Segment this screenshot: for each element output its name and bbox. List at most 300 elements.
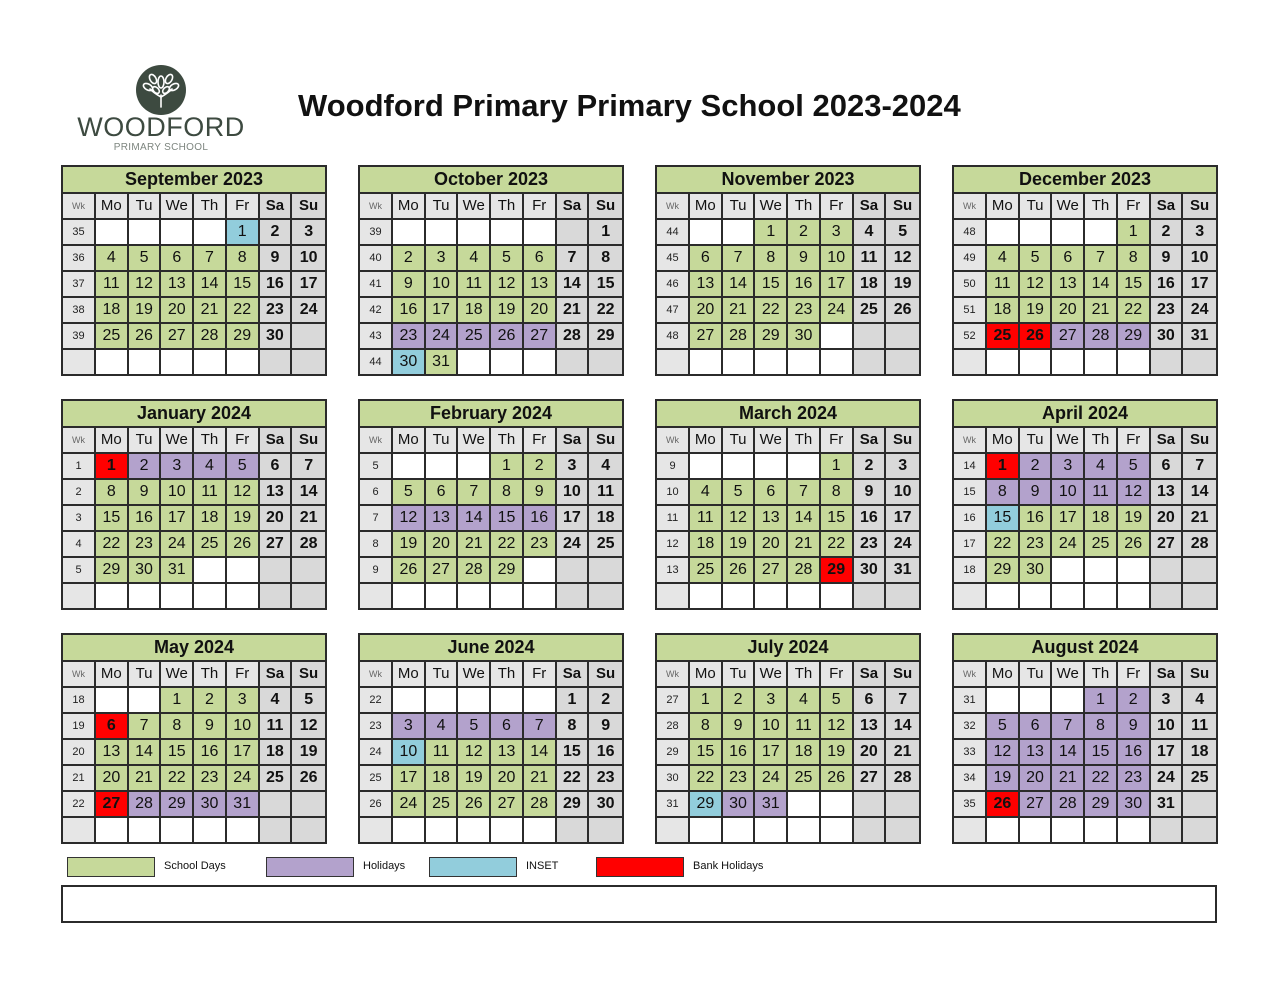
month-calendar [358,399,624,610]
empty-cell [1020,350,1053,374]
school-day-cell: 12 [723,506,756,532]
day-name-header: Su [1183,194,1216,220]
weekend-cell: 25 [260,766,293,792]
month-title: September 2023 [63,167,325,194]
holiday-cell: 30 [1118,792,1151,818]
school-day-cell: 22 [690,766,723,792]
weekend-cell: 24 [1183,298,1216,324]
week-number: 31 [657,792,690,818]
day-name-header: Mo [96,428,129,454]
empty-cell [524,350,557,374]
weekend-cell: 30 [260,324,293,350]
empty-cell [524,584,557,608]
school-day-cell: 24 [821,298,854,324]
school-day-cell: 21 [458,532,491,558]
empty-cell [1020,584,1053,608]
school-day-cell: 22 [491,532,524,558]
weekend-cell: 28 [557,324,590,350]
month-days-grid [657,194,919,374]
month-calendar [952,399,1218,610]
school-day-cell: 5 [821,688,854,714]
weekend-cell: 20 [854,740,887,766]
week-number: 3 [63,506,96,532]
day-name-header: Th [788,194,821,220]
day-name-header: Sa [854,428,887,454]
school-day-cell: 9 [788,246,821,272]
week-number: 15 [954,480,987,506]
week-number: 22 [360,688,393,714]
school-day-cell: 16 [194,740,227,766]
school-day-cell: 21 [524,766,557,792]
holiday-cell: 3 [1052,454,1085,480]
weekend-cell: 3 [1183,220,1216,246]
empty-cell [987,688,1020,714]
empty-cell [788,818,821,842]
school-day-cell: 9 [129,480,162,506]
school-day-cell: 27 [491,792,524,818]
weekend-cell: 10 [1183,246,1216,272]
week-number: 39 [63,324,96,350]
empty-cell [458,584,491,608]
day-name-header: Fr [524,428,557,454]
week-number: 26 [360,792,393,818]
weekend-cell: 16 [589,740,622,766]
weekend-cell [854,350,887,374]
empty-cell [426,220,459,246]
day-name-header: Th [1085,428,1118,454]
day-name-header: Su [886,662,919,688]
empty-cell [1085,818,1118,842]
month-days-grid [954,194,1216,374]
holiday-cell: 13 [1020,740,1053,766]
weekend-cell: 9 [260,246,293,272]
week-number: 33 [954,740,987,766]
bank-holiday-cell: 1 [96,454,129,480]
logo-wordmark: WOODFORD [77,112,245,142]
day-name-header: Tu [1020,428,1053,454]
school-day-cell: 19 [129,298,162,324]
weekend-cell: 31 [1183,324,1216,350]
weekend-cell: 23 [854,532,887,558]
legend-label: Holidays [363,860,406,872]
school-day-cell: 18 [1085,506,1118,532]
weekend-cell [589,558,622,584]
weekend-cell: 11 [854,246,887,272]
weekend-cell: 1 [589,220,622,246]
week-number: 35 [63,220,96,246]
day-name-header: Su [589,194,622,220]
week-number [657,584,690,608]
empty-cell [723,818,756,842]
weekend-cell: 11 [260,714,293,740]
school-day-cell: 31 [161,558,194,584]
school-day-cell: 11 [194,480,227,506]
holiday-cell: 15 [1085,740,1118,766]
school-day-cell: 19 [393,532,426,558]
weekend-cell: 27 [260,532,293,558]
school-day-cell: 24 [1052,532,1085,558]
weekend-cell: 30 [1151,324,1184,350]
month-days-grid [360,194,622,374]
school-day-cell: 5 [723,480,756,506]
month-days-grid [360,662,622,842]
school-day-cell: 5 [393,480,426,506]
day-name-header: Fr [821,428,854,454]
holiday-cell: 24 [426,324,459,350]
day-name-header: Th [194,662,227,688]
empty-cell [426,454,459,480]
school-day-cell: 25 [194,532,227,558]
day-name-header: Tu [723,194,756,220]
school-day-cell: 4 [987,246,1020,272]
school-day-cell: 12 [129,272,162,298]
week-number [954,584,987,608]
month-days-grid [657,662,919,842]
holiday-cell: 8 [1085,714,1118,740]
school-day-cell: 3 [227,688,260,714]
empty-cell [987,584,1020,608]
school-day-cell: 14 [788,506,821,532]
school-day-cell: 10 [755,714,788,740]
weekend-cell [1151,584,1184,608]
holiday-cell: 4 [194,454,227,480]
weekend-cell [886,584,919,608]
weekend-cell: 25 [854,298,887,324]
school-day-cell: 29 [96,558,129,584]
empty-cell [458,350,491,374]
day-name-header: We [755,194,788,220]
day-name-header: Mo [393,194,426,220]
empty-cell [690,454,723,480]
weekend-cell: 21 [1183,506,1216,532]
empty-cell [426,818,459,842]
empty-cell [458,818,491,842]
week-number: 49 [954,246,987,272]
week-number: 48 [657,324,690,350]
holiday-cell: 2 [1020,454,1053,480]
month-title: October 2023 [360,167,622,194]
empty-cell [491,220,524,246]
bank-holiday-cell: 25 [987,324,1020,350]
day-name-header: Su [589,662,622,688]
weekend-cell: 4 [589,454,622,480]
month-title: December 2023 [954,167,1216,194]
school-day-cell: 23 [524,532,557,558]
weekend-cell: 28 [886,766,919,792]
empty-cell [690,220,723,246]
school-day-cell: 21 [788,532,821,558]
week-number: 47 [657,298,690,324]
weekend-cell: 30 [854,558,887,584]
weekend-cell [260,584,293,608]
holiday-cell: 4 [426,714,459,740]
school-day-cell: 20 [524,298,557,324]
day-name-header: Tu [426,662,459,688]
week-number: 9 [657,454,690,480]
weekend-cell: 9 [1151,246,1184,272]
empty-cell [491,818,524,842]
empty-cell [194,558,227,584]
week-number: 2 [63,480,96,506]
school-day-cell: 16 [1020,506,1053,532]
day-name-header: Mo [987,662,1020,688]
school-day-cell: 6 [1052,246,1085,272]
week-number: 28 [657,714,690,740]
holiday-cell: 29 [1118,324,1151,350]
empty-cell [194,350,227,374]
school-day-cell: 3 [755,688,788,714]
weekend-cell [1151,350,1184,374]
empty-cell [96,584,129,608]
day-name-header: Fr [227,662,260,688]
school-day-cell: 13 [161,272,194,298]
week-number [360,584,393,608]
school-day-cell: 16 [129,506,162,532]
holiday-cell: 28 [129,792,162,818]
school-day-cell: 15 [1118,272,1151,298]
school-day-cell: 26 [1118,532,1151,558]
day-name-header: We [458,428,491,454]
week-number: 13 [657,558,690,584]
weekend-cell: 13 [1151,480,1184,506]
week-number: 22 [63,792,96,818]
legend-swatch [596,857,684,877]
school-day-cell: 7 [723,246,756,272]
legend-label: INSET [526,860,559,872]
school-day-cell: 1 [161,688,194,714]
day-name-header: Sa [557,194,590,220]
day-name-header: Mo [690,428,723,454]
weekend-cell: 9 [854,480,887,506]
week-number-header: Wk [360,662,393,688]
school-day-cell: 15 [755,272,788,298]
week-number-header: Wk [657,428,690,454]
weekend-cell [589,584,622,608]
school-day-cell: 11 [690,506,723,532]
empty-cell [194,818,227,842]
empty-cell [1085,350,1118,374]
school-day-cell: 2 [723,688,756,714]
month-calendar [655,399,921,610]
school-day-cell: 30 [1020,558,1053,584]
school-day-cell: 21 [194,298,227,324]
school-day-cell: 25 [426,792,459,818]
week-number: 32 [954,714,987,740]
empty-cell [524,220,557,246]
school-day-cell: 23 [129,532,162,558]
empty-cell [987,220,1020,246]
weekend-cell: 4 [1183,688,1216,714]
weekend-cell: 27 [854,766,887,792]
school-day-cell: 25 [788,766,821,792]
month-calendar [655,633,921,844]
holiday-cell: 12 [1118,480,1151,506]
school-day-cell: 2 [393,246,426,272]
day-name-header: Sa [854,194,887,220]
notes-box [61,885,1217,923]
school-day-cell: 9 [393,272,426,298]
holiday-cell: 10 [1052,480,1085,506]
empty-cell [755,818,788,842]
weekend-cell: 30 [589,792,622,818]
school-day-cell: 20 [690,298,723,324]
week-number: 27 [657,688,690,714]
day-name-header: Fr [227,428,260,454]
school-day-cell: 26 [129,324,162,350]
school-day-cell: 13 [524,272,557,298]
month-days-grid [360,428,622,608]
school-day-cell: 14 [723,272,756,298]
empty-cell [194,584,227,608]
weekend-cell [557,818,590,842]
week-number: 40 [360,246,393,272]
weekend-cell [260,818,293,842]
empty-cell [227,584,260,608]
holiday-cell: 26 [491,324,524,350]
school-day-cell: 21 [1085,298,1118,324]
day-name-header: We [458,194,491,220]
week-number: 5 [360,454,393,480]
school-day-cell: 1 [821,454,854,480]
month-title: July 2024 [657,635,919,662]
empty-cell [458,220,491,246]
day-name-header: Su [886,194,919,220]
holiday-cell: 12 [393,506,426,532]
empty-cell [96,688,129,714]
day-name-header: Sa [1151,194,1184,220]
school-day-cell: 25 [96,324,129,350]
weekend-cell: 19 [886,272,919,298]
inset-day-cell: 30 [393,350,426,374]
day-name-header: Mo [987,194,1020,220]
day-name-header: Sa [557,662,590,688]
school-day-cell: 22 [96,532,129,558]
day-name-header: We [1052,194,1085,220]
weekend-cell: 7 [1183,454,1216,480]
school-day-cell: 30 [788,324,821,350]
weekend-cell: 13 [854,714,887,740]
weekend-cell: 2 [1151,220,1184,246]
month-calendar [952,633,1218,844]
weekend-cell [557,220,590,246]
holiday-cell: 22 [1085,766,1118,792]
weekend-cell [886,324,919,350]
school-day-cell: 27 [426,558,459,584]
day-name-header: We [458,662,491,688]
school-day-cell: 20 [161,298,194,324]
week-number [63,350,96,374]
school-logo [74,64,248,156]
empty-cell [723,220,756,246]
school-day-cell: 12 [227,480,260,506]
empty-cell [1020,818,1053,842]
weekend-cell: 28 [1183,532,1216,558]
empty-cell [393,584,426,608]
school-day-cell: 19 [491,298,524,324]
day-name-header: Fr [821,194,854,220]
holiday-cell: 5 [227,454,260,480]
empty-cell [524,818,557,842]
holiday-cell: 16 [1118,740,1151,766]
day-name-header: We [755,662,788,688]
holiday-cell: 30 [194,792,227,818]
school-day-cell: 14 [129,740,162,766]
weekend-cell [260,792,293,818]
school-day-cell: 11 [96,272,129,298]
week-number: 11 [657,506,690,532]
week-number [954,350,987,374]
school-day-cell: 23 [1020,532,1053,558]
school-day-cell: 16 [393,298,426,324]
weekend-cell: 7 [886,688,919,714]
school-day-cell: 6 [690,246,723,272]
day-name-header: We [1052,662,1085,688]
weekend-cell: 31 [886,558,919,584]
day-name-header: Tu [1020,662,1053,688]
school-day-cell: 20 [755,532,788,558]
weekend-cell [260,350,293,374]
week-number: 39 [360,220,393,246]
holiday-cell: 6 [1020,714,1053,740]
week-number: 36 [63,246,96,272]
school-day-cell: 2 [194,688,227,714]
day-name-header: Mo [393,428,426,454]
empty-cell [1085,558,1118,584]
empty-cell [987,818,1020,842]
holiday-cell: 9 [1020,480,1053,506]
weekend-cell: 6 [1151,454,1184,480]
holiday-cell: 4 [1085,454,1118,480]
weekend-cell [854,792,887,818]
day-name-header: Mo [96,662,129,688]
day-name-header: Su [1183,662,1216,688]
school-day-cell: 21 [129,766,162,792]
week-number: 24 [360,740,393,766]
weekend-cell [1151,818,1184,842]
day-name-header: Tu [129,662,162,688]
day-name-header: Sa [1151,662,1184,688]
bank-holiday-cell: 26 [1020,324,1053,350]
empty-cell [1052,350,1085,374]
legend-label: School Days [164,860,226,872]
weekend-cell: 10 [292,246,325,272]
month-days-grid [954,662,1216,842]
holiday-cell: 7 [524,714,557,740]
school-day-cell: 18 [426,766,459,792]
week-number-header: Wk [657,662,690,688]
empty-cell [129,220,162,246]
week-number: 10 [657,480,690,506]
holiday-cell: 27 [524,324,557,350]
weekend-cell: 18 [854,272,887,298]
holiday-cell: 30 [723,792,756,818]
empty-cell [821,792,854,818]
school-day-cell: 28 [788,558,821,584]
empty-cell [491,584,524,608]
school-day-cell: 24 [227,766,260,792]
month-title: June 2024 [360,635,622,662]
school-day-cell: 19 [227,506,260,532]
school-day-cell: 4 [788,688,821,714]
empty-cell [129,350,162,374]
weekend-cell: 21 [557,298,590,324]
school-day-cell: 22 [1118,298,1151,324]
empty-cell [723,584,756,608]
day-name-header: Th [491,194,524,220]
empty-cell [690,818,723,842]
weekend-cell: 28 [292,532,325,558]
empty-cell [1052,558,1085,584]
